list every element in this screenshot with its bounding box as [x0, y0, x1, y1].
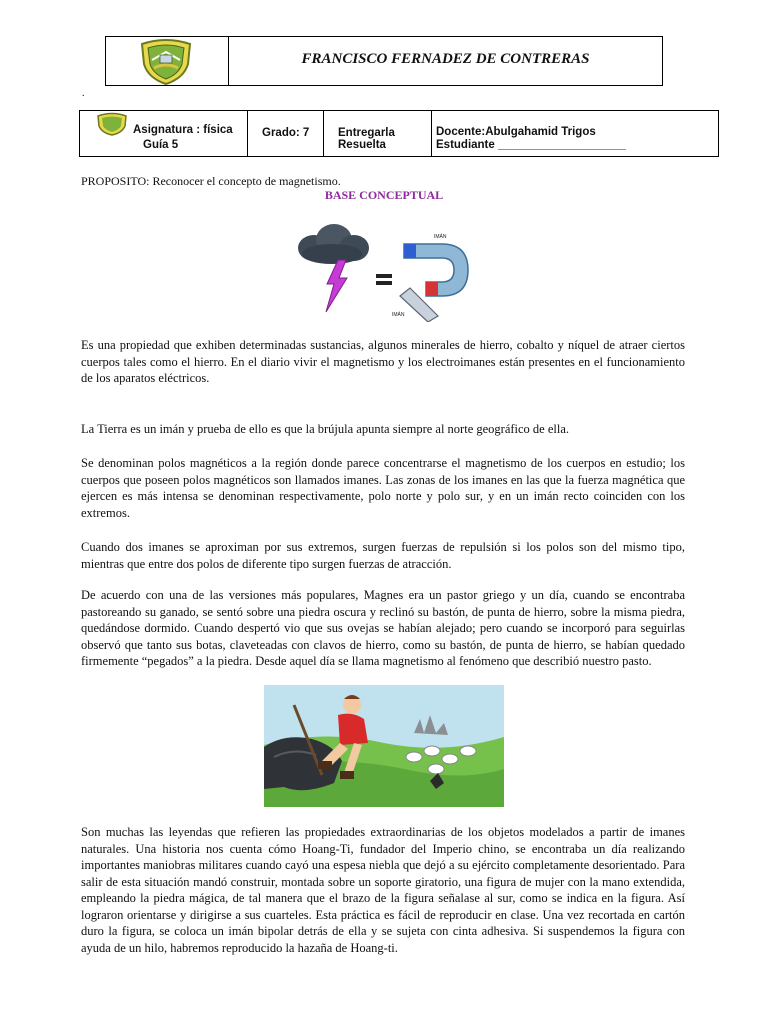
- header-box: [105, 36, 663, 86]
- teacher-cell: [432, 111, 718, 156]
- shepherd-illustration: [264, 685, 504, 807]
- storm-cloud-icon: [298, 224, 369, 264]
- school-crest-icon: [136, 38, 196, 86]
- small-crest-icon: [95, 112, 129, 136]
- delivery-label: Entregarla Resuelta: [338, 127, 395, 151]
- header-logo-cell: [106, 37, 229, 85]
- paragraph-1: Es una propiedad que exhiben determinadas sustancias, algunos minerales de hierro, cobalto y níquel de atraer ciertos cuerpos tales como el hierro. En el diario vivir el magnetismo y los electroimanes están presentes en el funcionamiento de los aparatos eléctricos.: [81, 338, 685, 385]
- paragraph-5: De acuerdo con una de las versiones más populares, Magnes era un pastor griego y un día, cuando se encontraba pastoreando su ganado, se sentó sobre una piedra oscura y reclinó su bastón, de punta de hierro, sobre la misma piedra, quedándose dormido. Cuando despertó vio que sus ovejas se habían alejado; pero cuando se incorporó para seguirlas observó que tanto sus botas, claveteadas con clavos de hierro, como su bastón, de punta de hierro, se habían quedado firmemente “pegados” a la piedra. Desde aquel día se llama magnetismo al fenómeno que describió nuestro pasto.: [81, 588, 685, 668]
- section-title: BASE CONCEPTUAL: [324, 188, 444, 202]
- subject-label: Asignatura : física: [133, 124, 233, 136]
- grade-label: Grado: 7: [262, 127, 310, 139]
- delivery-cell: [324, 111, 432, 156]
- paragraph-4: Cuando dos imanes se aproximan por sus extremos, surgen fuerzas de repulsión si los polos son del mismo tipo, mientras que entre dos polos de diferente tipo surgen fuerzas de atracción.: [81, 540, 685, 571]
- paragraph-3: Se denominan polos magnéticos a la región donde parece concentrarse el magnetismo de los cuerpos en estudio; los cuerpos que poseen polos magnéticos son llamados imanes. Las zonas de los imanes en las que la fuerza magnética que ejercen es más intensa se denominan respectivamente, polo norte y polo sur, y en un imán recto coinciden con los extremos.: [81, 456, 685, 520]
- magnet-label-top: IMÁN: [434, 234, 447, 240]
- paragraph-2: La Tierra es un imán y prueba de ello es que la brújula apunta siempre al norte geográfico de ella.: [81, 422, 570, 436]
- lightning-icon: [326, 260, 347, 312]
- student-field: Estudiante ____________________: [436, 139, 626, 151]
- magnet-label-bottom: IMÁN: [392, 312, 405, 318]
- teacher-label: Docente:Abulgahamid Trigos: [436, 126, 596, 138]
- guide-label: Guía 5: [143, 139, 179, 151]
- subject-cell: [80, 111, 248, 156]
- horseshoe-magnet-icon: [404, 233, 468, 296]
- paragraph-6: Son muchas las leyendas que refieren las propiedades extraordinarias de los objetos modelados a partir de imanes naturales. Una historia nos cuenta cómo Hoang-Ti, fundador del Imperio chino, se encontraba un día realizando importantes maniobras militares cuando cayó una espesa niebla que dejó a su ejército completamente desorientado. Para salir de esta situación mandó construir, montada sobre un soporte giratorio, una figura de mujer con la mano extendida, empleando la piedra mágica, de tal manera que el brazo de la figura señalase al sur, como se indica en la figura. Así lograron orientarse y dirigirse a sus cuarteles. Esta práctica es fácil de reproducir en clase. Una vez recortada en cartón duro la figura, se coloca un imán bipolar detrás de ella y se sujeta con cinta adhesiva. Si suspendemos la figura con ayuda de un hilo, habremos reproducido la hazaña de Hoang-ti.: [81, 825, 685, 955]
- purpose-text: PROPOSITO: Reconocer el concepto de magnetismo.: [81, 174, 341, 188]
- info-table: [79, 110, 719, 157]
- stray-mark: .: [82, 88, 85, 99]
- equals-sign: [376, 274, 392, 285]
- magnetism-figure: [292, 222, 476, 322]
- grade-cell: [248, 111, 324, 156]
- school-name: FRANCISCO FERNADEZ DE CONTRERAS: [301, 50, 590, 67]
